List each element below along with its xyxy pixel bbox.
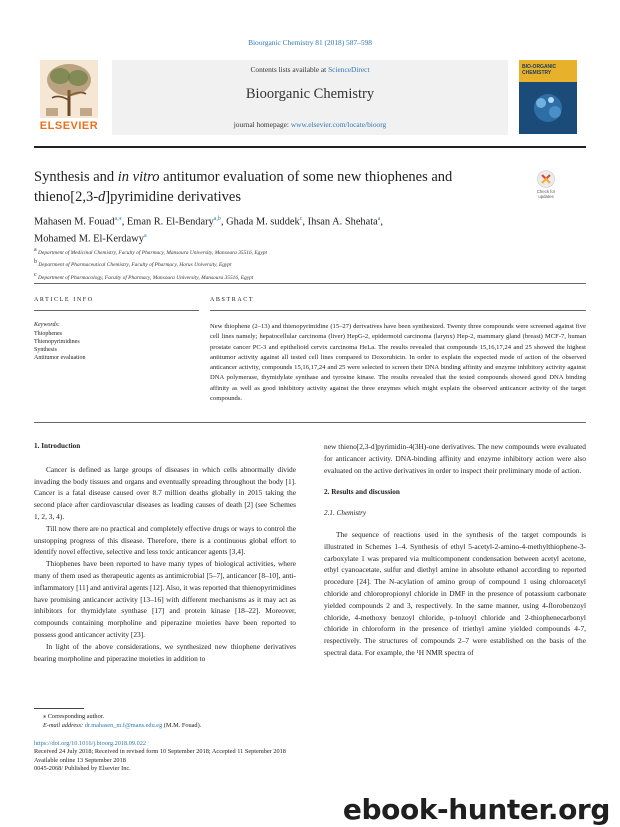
paragraph: Till now there are no practical and completely effective drugs or ways to control the unstopping progress of this disease. Therefore, there is a continuous global effort to identify novel effective, selective and less toxic anticancer agents [3,4]. xyxy=(34,523,296,557)
affiliation: $^b$ Department of Pharmaceutical Chemistry, Faculty of Pharmacy, Horus University, Egypt xyxy=(34,259,232,269)
homepage-line: journal homepage: www.elsevier.com/locate/bioorg xyxy=(233,120,387,129)
divider xyxy=(210,310,586,311)
author-list: Mahasen M. Fouad$^{a,⁎}$, Eman R. El-Bendary$^{a,b}$, Ghada M. suddek$^c$, Ihsan A. Shehata$^a$, Mohamed M. El-Kerdawy$^a$ xyxy=(34,216,384,245)
homepage-link[interactable]: www.elsevier.com/locate/bioorg xyxy=(290,120,387,129)
author[interactable]: Ghada M. suddek xyxy=(226,216,300,228)
affiliation: $^c$ Department of Pharmacology, Faculty of Pharmacy, Mansoura University, Mansoura 35516, Egypt xyxy=(34,271,254,281)
paragraph: Cancer is defined as large groups of diseases in which cells abnormally divide invading the body tissues and organs and eventually spreading throughout the body [1]. Cancer is a fatal disease caused over 8.7 million deaths globally in 2015 taking the second place after cardiovascular diseases as leading causes of death [2] (see Schemes 1, 2, 3, 4). xyxy=(34,464,296,521)
keyword: Thienopyrimidines xyxy=(34,339,80,345)
author[interactable]: Ihsan A. Shehata xyxy=(307,216,378,228)
footnote-rule xyxy=(34,708,84,709)
affiliation: $^a$ Department of Medicinal Chemistry, Faculty of Pharmacy, Mansoura University, Mansoura 35516, Egypt xyxy=(34,247,267,256)
elsevier-wordmark: ELSEVIER xyxy=(39,120,99,132)
article-info-heading: ARTICLE INFO xyxy=(34,297,94,303)
keywords-label: Keywords: xyxy=(34,322,60,328)
author[interactable]: Mohamed M. El-Kerdawy xyxy=(34,233,144,245)
paragraph: Thiophenes have been reported to have many types of biological activities, where many of them used as therapeutic agents as antimicrobial [5–7], anticancer [8–10], anti-inflammatory [11] and antiviral agents [12]. Also, it was reported that thienopyrimidines have promising anticancer activity [13–16] with different mechanisms as it may act as inhibitors for thymidylate synthase [17] and protein kinase [18–22]. Moreover, compounds containing morpholine and piperazine moieties have been reported to possess good anticancer activity [23]. xyxy=(34,559,296,639)
journal-reference[interactable]: Bioorganic Chemistry 81 (2018) 587–598 xyxy=(248,38,372,47)
online-date: Available online 13 September 2018 xyxy=(34,756,126,764)
check-for-updates-badge[interactable] xyxy=(531,170,561,206)
cover-title: BIO-ORGANIC CHEMISTRY xyxy=(522,64,557,76)
elsevier-logo xyxy=(34,60,104,134)
keywords-list xyxy=(34,330,86,362)
keyword: Antitumor evaluation xyxy=(34,355,86,361)
header-rule xyxy=(34,146,586,148)
article-title: Synthesis and in vitro antitumor evaluation of some new thiophenes and thieno[2,3-d]pyrimidine derivatives xyxy=(34,169,453,205)
issn-line: 0045-2068/ Published by Elsevier Inc. xyxy=(34,765,131,773)
journal-cover[interactable] xyxy=(519,60,577,134)
paragraph: new thieno[2,3-d]pyrimidin-4(3H)-one derivatives. The new compounds were evaluated for anticancer activity. DNA-binding affinity and enzyme inhibitory action were also evaluated on the active derivatives in order to inspect their preliminary mode of action. xyxy=(324,442,586,475)
subsection-heading: 2.1. Chemistry xyxy=(324,509,367,518)
received-dates: Received 24 July 2018; Received in revised form 10 September 2018; Accepted 11 September 2018 xyxy=(34,748,286,756)
journal-title: Bioorganic Chemistry xyxy=(245,86,375,102)
corresponding-author-note: ⁎ Corresponding author. E-mail address: dr.mahasen_m.f@mans.edu.eg (M.M. Fouad). xyxy=(43,713,202,729)
author[interactable]: Mahasen M. Fouad xyxy=(34,216,115,228)
affiliations xyxy=(34,246,574,283)
check-for-updates-label: Check for updates xyxy=(536,189,556,199)
cover-molecule-icon xyxy=(525,88,571,128)
journal-header xyxy=(112,60,508,135)
elsevier-tree-icon xyxy=(40,60,98,118)
divider xyxy=(34,283,586,284)
contents-line: Contents lists available at ScienceDirect xyxy=(250,65,370,74)
body-column-left xyxy=(34,441,296,664)
keyword: Thiophenes xyxy=(34,331,62,337)
divider xyxy=(34,422,586,423)
body-column-right xyxy=(324,441,586,659)
abstract-text: New thiophene (2–13) and thienopyrimidine (15–27) derivatives have been synthesized. Twenty three compounds were screened against five cell lines namely; hepatocellular carcinoma (liver) HepG-2, epidermoid carcinoma (larynx) Hep-2, mammary gland (breast) MCF-7, human prostate cancer PC-3 and epithelioid cervix carcinoma HeLa. The results revealed that compounds 15,16,17,24 and 25 showed the highest antitumor activity against all tested cell lines compared to Doxorubicin. In order to explain the expected mode of action of the observed anticancer activity, compounds 15,16,17,24 and 25 were selected to screen their DNA binding affinity and enzyme inhibitory activity against DNA polymerase, thymidylate synthase and tyrosine kinase. The results revealed that the tested compounds showed good DNA binding affinity as well as good inhibitory activity against the three enzymes which might explain the observed anticancer activity of the target compounds. xyxy=(210,323,586,403)
paragraph: In light of the above considerations, we synthesized new thiophene derivatives bearing morpholine and piperazine moieties in addition to xyxy=(34,641,296,663)
abstract-heading: ABSTRACT xyxy=(210,297,255,303)
keyword: Synthesis xyxy=(34,347,58,353)
doi-link[interactable]: https://doi.org/10.1016/j.bioorg.2018.09.022 xyxy=(34,740,147,747)
author[interactable]: Eman R. El-Bendary xyxy=(126,216,214,228)
crossmark-icon xyxy=(537,170,555,188)
divider xyxy=(34,310,199,311)
publication-info xyxy=(34,740,434,774)
email-link[interactable]: dr.mahasen_m.f@mans.edu.eg xyxy=(84,722,163,729)
section-heading: 1. Introduction xyxy=(34,442,81,450)
paragraph: The sequence of reactions used in the synthesis of the target compounds is illustrated in Schemes 1–4. Synthesis of ethyl 5-acetyl-2-amino-4-methylthiophene-3-carboxylate 1 was prepared via multicomponent condensation between acetyl acetone, ethyl cyanoacetate, sulfur and diethyl amine in absolute ethanol according to reported procedure [24]. The N-acylation of amino group of compound 1 using chloroacetyl chloride and chloropropionyl chloride in DMF in the presence of potassium carbonate yielded compounds 2 and 3, respectively. In the same manner, using 4-florobenzoyl chloride, 4-methoxy benzoyl chloride, p-toluoyl chloride and 2-thiophenecarbonyl chloride in chloroform in the presence of triethyl amine yielded compounds 4-7, respectively. The structures of compounds 2–7 were established on the basis of the spectral data. For example, the ¹H NMR spectra of xyxy=(324,529,586,657)
section-heading: 2. Results and discussion xyxy=(324,488,400,497)
sciencedirect-link[interactable]: ScienceDirect xyxy=(328,65,370,74)
watermark: ebook-hunter.org xyxy=(342,793,610,826)
